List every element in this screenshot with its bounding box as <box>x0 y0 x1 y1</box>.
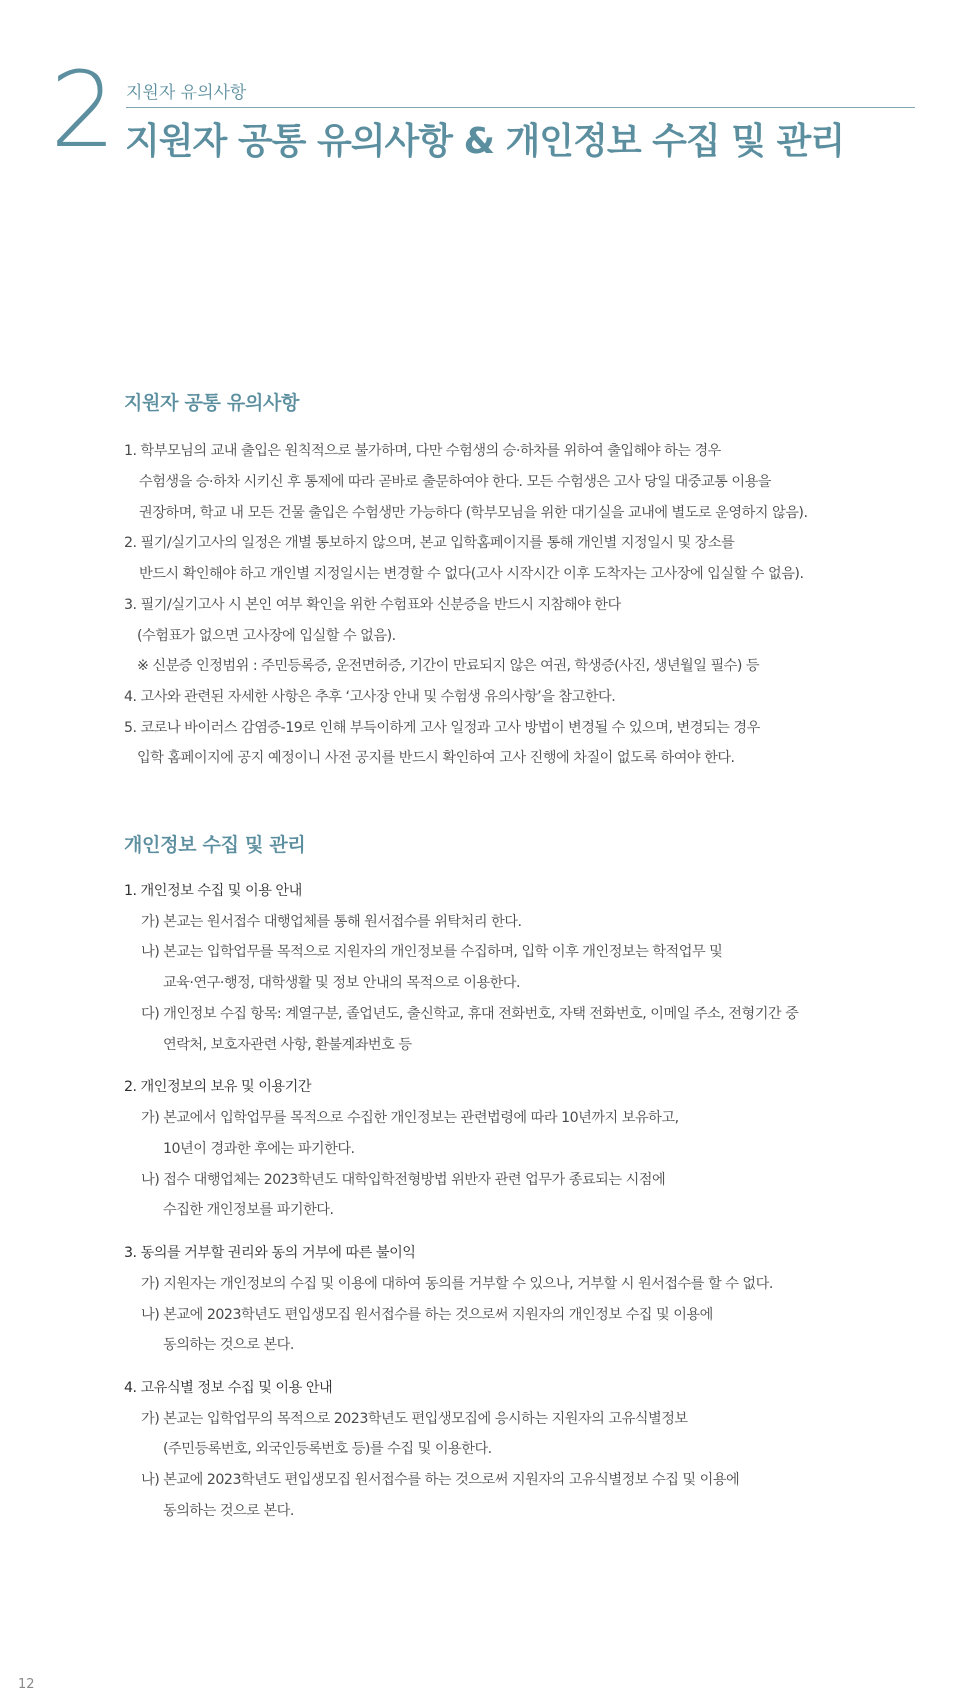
privacy-line: 동의하는 것으로 본다. <box>163 1337 294 1353</box>
notice-line: 1. 학부모님의 교내 출입은 원칙적으로 불가하며, 다만 수험생의 승·하차를 위하여 출입해야 하는 경우 <box>124 443 721 459</box>
privacy-line: 10년이 경과한 후에는 파기한다. <box>163 1141 355 1157</box>
chapter-subtitle: 지원자 유의사항 <box>126 83 247 103</box>
sub-heading: 2. 개인정보의 보유 및 이용기간 <box>124 1079 312 1095</box>
notice-line: 5. 코로나 바이러스 감염증-19로 인해 부득이하게 고사 일정과 고사 방법이 변경될 수 있으며, 변경되는 경우 <box>124 720 760 736</box>
notice-line: 4. 고사와 관련된 자세한 사항은 추후 ‘고사장 안내 및 수험생 유의사항’을 참고한다. <box>124 689 616 705</box>
sub-heading: 1. 개인정보 수집 및 이용 안내 <box>124 883 302 899</box>
privacy-line: 나) 본교는 입학업무를 목적으로 지원자의 개인정보를 수집하며, 입학 이후 개인정보는 학적업무 및 <box>141 944 723 960</box>
privacy-line: 가) 본교에서 입학업무를 목적으로 수집한 개인정보는 관련법령에 따라 10년까지 보유하고, <box>141 1110 679 1126</box>
notice-line: 반드시 확인해야 하고 개인별 지정일시는 변경할 수 없다(고사 시작시간 이후 도착자는 고사장에 입실할 수 없음). <box>139 566 804 582</box>
privacy-line: (주민등록번호, 외국인등록번호 등)를 수집 및 이용한다. <box>163 1441 492 1457</box>
privacy-line: 동의하는 것으로 본다. <box>163 1503 294 1519</box>
privacy-line: 나) 접수 대행업체는 2023학년도 대학입학전형방법 위반자 관련 업무가 종료되는 시점에 <box>141 1172 666 1188</box>
chapter-number: 2 <box>50 49 113 171</box>
privacy-line: 나) 본교에 2023학년도 편입생모집 원서접수를 하는 것으로써 지원자의 개인정보 수집 및 이용에 <box>141 1307 713 1323</box>
notice-line: 권장하며, 학교 내 모든 건물 출입은 수험생만 가능하다 (학부모님을 위한 대기실을 교내에 별도로 운영하지 않음). <box>139 505 808 521</box>
privacy-line: 가) 지원자는 개인정보의 수집 및 이용에 대하여 동의를 거부할 수 있으나, 거부할 시 원서접수를 할 수 없다. <box>141 1276 773 1292</box>
section-heading: 개인정보 수집 및 관리 <box>124 834 306 856</box>
privacy-line: 가) 본교는 입학업무의 목적으로 2023학년도 편입생모집에 응시하는 지원자의 고유식별정보 <box>141 1411 688 1427</box>
privacy-line: 교육·연구·행정, 대학생활 및 정보 안내의 목적으로 이용한다. <box>163 975 521 991</box>
notice-line: 입학 홈페이지에 공지 예정이니 사전 공지를 반드시 확인하여 고사 진행에 차질이 없도록 하여야 한다. <box>137 750 735 766</box>
privacy-section <box>124 830 914 1540</box>
sub-heading: 3. 동의를 거부할 권리와 동의 거부에 따른 불이익 <box>124 1245 416 1261</box>
privacy-line: 나) 본교에 2023학년도 편입생모집 원서접수를 하는 것으로써 지원자의 고유식별정보 수집 및 이용에 <box>141 1472 740 1488</box>
common-notices-section <box>124 388 914 768</box>
privacy-line: 다) 개인정보 수집 항목: 계열구분, 졸업년도, 출신학교, 휴대 전화번호, 자택 전화번호, 이메일 주소, 전형기간 중 <box>141 1006 799 1022</box>
notice-line: ※ 신분증 인정범위 : 주민등록증, 운전면허증, 기간이 만료되지 않은 여권, 학생증(사진, 생년월일 필수) 등 <box>137 658 760 674</box>
section-heading: 지원자 공통 유의사항 <box>124 392 300 414</box>
page-title: 지원자 공통 유의사항 & 개인정보 수집 및 관리 <box>125 121 845 162</box>
chapter-divider <box>126 107 915 108</box>
privacy-line: 연락처, 보호자관련 사항, 환불계좌번호 등 <box>163 1037 412 1053</box>
notice-line: (수험표가 없으면 고사장에 입실할 수 없음). <box>137 628 396 644</box>
notice-line: 2. 필기/실기고사의 일정은 개별 통보하지 않으며, 본교 입학홈페이지를 통해 개인별 지정일시 및 장소를 <box>124 535 735 551</box>
privacy-line: 가) 본교는 원서접수 대행업체를 통해 원서접수를 위탁처리 한다. <box>141 914 522 930</box>
notice-line: 수험생을 승·하차 시키신 후 통제에 따라 곧바로 출문하여야 한다. 모든 수험생은 고사 당일 대중교통 이용을 <box>139 474 771 490</box>
privacy-line: 수집한 개인정보를 파기한다. <box>163 1202 334 1218</box>
notice-line: 3. 필기/실기고사 시 본인 여부 확인을 위한 수험표와 신분증을 반드시 지참해야 한다 <box>124 597 621 613</box>
page-number: 12 <box>18 1677 35 1692</box>
sub-heading: 4. 고유식별 정보 수집 및 이용 안내 <box>124 1380 333 1396</box>
